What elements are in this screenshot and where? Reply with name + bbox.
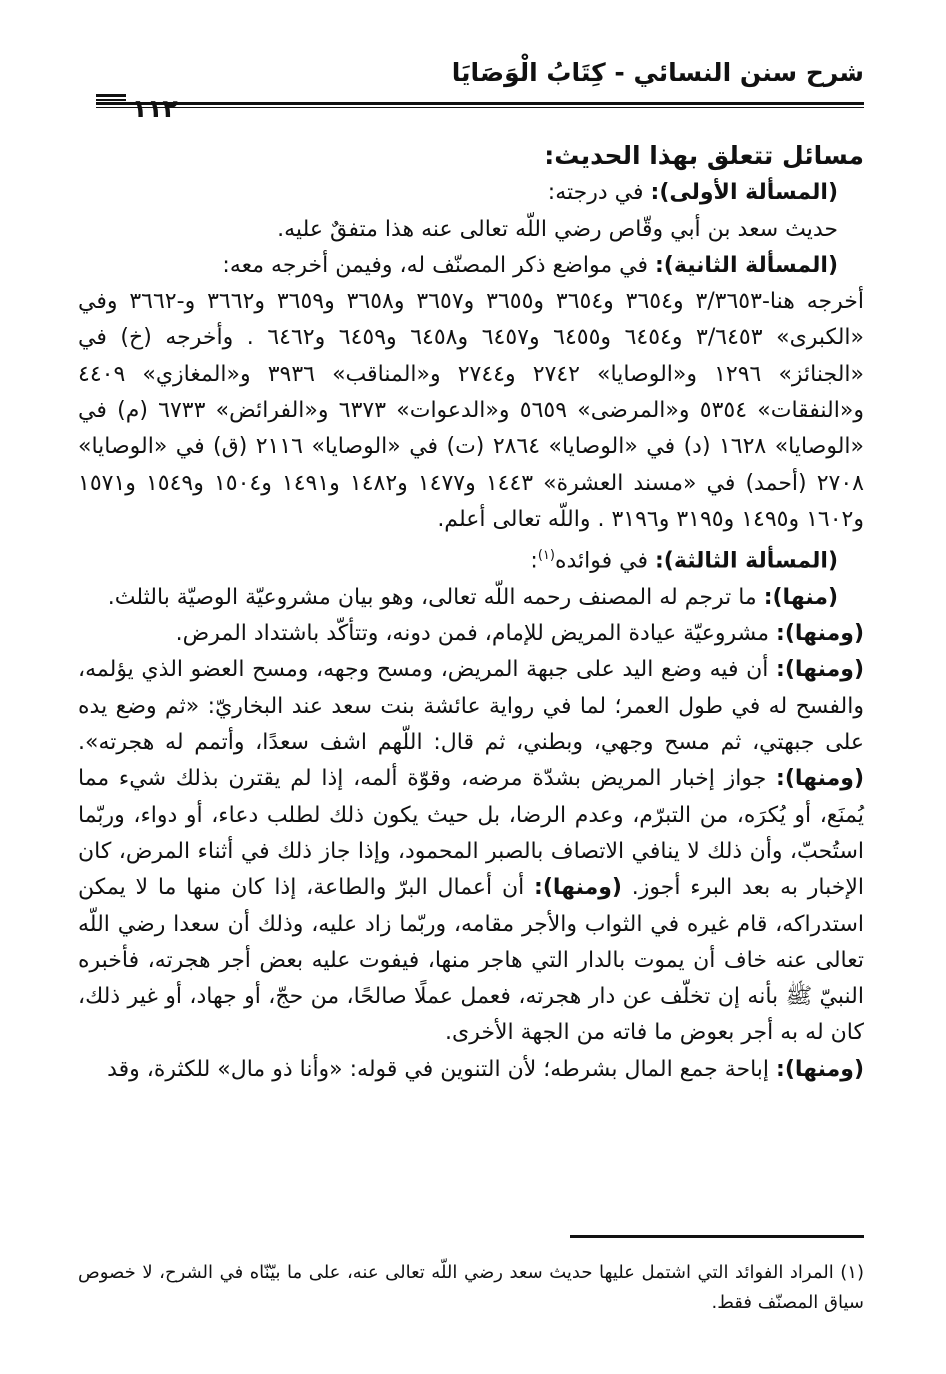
benefit-6-label: (ومنها):: [776, 1056, 864, 1082]
benefit-3-label: (ومنها):: [776, 657, 864, 683]
benefit-6-text: إباحة جمع المال بشرطه؛ لأن التنوين في قوله: «وأنا ذو مال» للكثرة، وقد: [107, 1056, 777, 1082]
issue-3-title: في فوائده: [554, 548, 655, 574]
issue-2-text: أخرجه هنا-٣/٣٦٥٣ و٣٦٥٤ و٣٦٥٤ و٣٦٥٥ و٣٦٥٧ و٣٦٥٨ و٣٦٥٩ و٣٦٦٢ و-٣٦٦٢ وفي «الكبرى» ٣/٦٤٥٣ و٦٤٥٤ و٦٤٥٥ و٦٤٥٧ و٦٤٥٨ و٦٤٥٩ و٦٤٦٢ . وأخرجه (خ) في «الجنائز» ١٢٩٦ و«الوصايا» ٢٧٤٢ و٢٧٤٤ و«المناقب» ٣٩٣٦ و«المغازي» ٤٤٠٩ و«النفقات» ٥٣٥٤ و«المرضى» ٥٦٥٩ و«الدعوات» ٦٣٧٣ و«الفرائض» ٦٧٣٣ (م) في «الوصايا» ١٦٢٨ (د) في «الوصايا» ٢٨٦٤ (ت) في «الوصايا» ٢١١٦ (ق) في «الوصايا» ٢٧٠٨ (أحمد) في «مسند العشرة» ١٤٤٣ و١٤٧٧ و١٤٨٢ و١٤٩١ و١٥٠٤ و١٥٤٩ و١٥٧١ و١٦٠٢ و١٤٩٥ و٣١٩٥ و٣١٩٦ . واللّه تعالى أعلم.: [78, 289, 865, 532]
page-number-rule-1: [96, 94, 126, 97]
page-number-rule-2: [96, 99, 126, 101]
issue-1-title: في درجته:: [547, 180, 651, 206]
section-heading: مسائل تتعلق بهذا الحديث:: [544, 141, 864, 170]
issue-2-title: في مواضع ذكر المصنّف له، وفيمن أخرجه معه:: [222, 252, 655, 278]
issue-2-label: (المسألة الثانية):: [655, 252, 838, 278]
benefit-1-label: (منها):: [763, 584, 838, 610]
benefit-5-text: أن أعمال البرّ والطاعة، إذا كان منها ما لا يمكن استدراكه، قام غيره في الثواب والأجر مقامه، وربّما زاد عليه، وذلك أن سعدا رضي اللّه تعالى عنه خاف أن يموت بالدار التي هاجر منها، فيفوت عليه بعض أجر هجرته، فأخبره النبيّ ﷺ بأنه إن تخلّف عن دار هجرته، فعمل عملًا صالحًا، من حجّ، أو جهاد، أو غير ذلك، كان له به أجر بعوض ما فاته من الجهة الأخرى.: [78, 875, 864, 1046]
benefit-6: [78, 1052, 864, 1088]
issue-3-colon: :: [530, 548, 538, 574]
benefit-2-text: مشروعيّة عيادة المريض للإمام، فمن دونه، وتتأكّد باشتداد المرض.: [175, 621, 777, 647]
benefit-1-text: ما ترجم له المصنف رحمه اللّه تعالى، وهو بيان مشروعيّة الوصيّة بالثلث.: [107, 584, 764, 610]
benefit-2: [78, 616, 864, 652]
issue-3-label: (المسألة الثالثة):: [655, 548, 838, 574]
benefit-3-text: أن فيه وضع اليد على جبهة المريض، ومسح وجهه، ومسح العضو الذي يؤلمه، والفسح له في طول العمر؛ لما في رواية عائشة بنت سعد عند البخاريّ: «ثم وضع يده على جبهتي، ثم مسح وجهي، وبطني، ثم قال: اللّهم اشف سعدًا، وأتمم له هجرته».: [78, 657, 864, 756]
issue-2-heading: [78, 248, 864, 284]
footnote: [78, 1258, 864, 1318]
header-rule-bottom: [96, 107, 864, 108]
header-rule-top: [96, 102, 864, 105]
main-text: [78, 138, 864, 1088]
benefit-5-label: (ومنها):: [534, 875, 622, 901]
running-title: شرح سنن النسائي - كِتَابُ الْوَصَايَا: [451, 58, 864, 87]
footnote-number: (١): [840, 1262, 864, 1283]
benefit-1: [78, 580, 864, 616]
benefit-3-4: [78, 652, 864, 1051]
issue-1-label: (المسألة الأولى):: [650, 180, 838, 206]
footnote-text: المراد الفوائد التي اشتمل عليها حديث سعد رضي اللّه تعالى عنه، على ما بيّنّاه في الشرح، لا خصوص سياق المصنّف فقط.: [78, 1262, 864, 1313]
page-number: ١١٢: [132, 94, 178, 123]
issue-1-text: حديث سعد بن أبي وقّاص رضي اللّه تعالى عنه هذا متفقٌ عليه.: [277, 216, 838, 242]
benefit-4-label: (ومنها):: [776, 766, 864, 792]
benefit-2-label: (ومنها):: [776, 621, 864, 647]
issue-1-heading: [78, 175, 864, 211]
page-header: [96, 58, 864, 123]
benefit-4-text: جواز إخبار المريض بشدّة مرضه، وقوّة ألمه، إذا لم يقترن بذلك شيء مما يُمنَع، أو يُكرَه، من التبرّم، وعدم الرضا، بل حيث يكون ذلك لطلب دعاء، أو دواء، وربّما استُحبّ، وأن ذلك لا ينافي الاتصاف بالصبر المحمود، وإذا جاز ذلك في أثناء المرض، كان الإخبار به بعد البرء أجوز.: [78, 766, 864, 901]
issue-3-heading: [78, 538, 864, 580]
footnote-separator: [570, 1235, 864, 1238]
footnote-reference: (١): [537, 548, 555, 564]
